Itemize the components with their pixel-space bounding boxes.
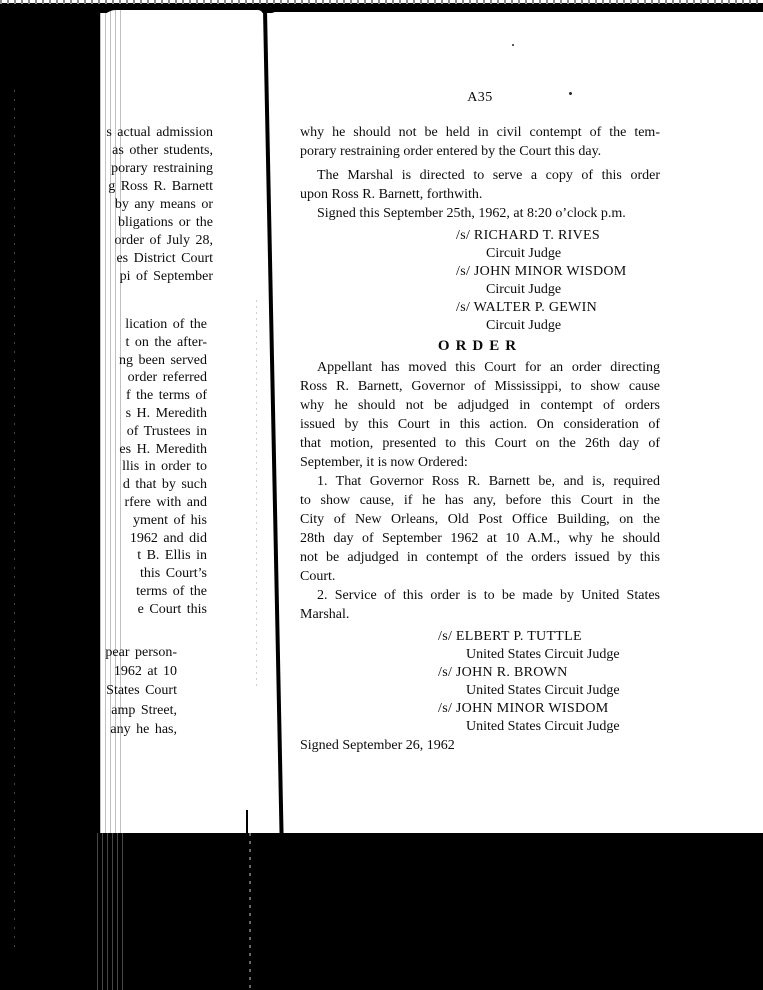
signature-entry	[300, 664, 660, 700]
left-page-line: llis in order to	[122, 459, 207, 475]
signature-title: Circuit Judge	[486, 282, 562, 297]
signature-block-bottom	[300, 628, 660, 736]
signature-entry	[300, 628, 660, 664]
signature-title: Circuit Judge	[486, 246, 562, 261]
left-page-line: amp Street,	[111, 702, 177, 718]
left-page-line: pear person-	[105, 645, 177, 660]
left-page-line: order of July 28,	[114, 233, 213, 248]
left-page-line: rfere with and	[124, 494, 207, 510]
left-page-line: t on the after-	[125, 334, 207, 350]
left-page-line: d that by such	[122, 477, 207, 493]
body-line: City of New Orleans, Old Post Office Building, on the	[300, 512, 660, 527]
body-line: The Marshal is directed to serve a copy of this order	[317, 168, 660, 183]
body-line: issued by this Court in this action. On consideration of	[300, 417, 660, 432]
paragraph-marshal	[300, 166, 660, 204]
left-page-line: t B. Ellis in	[137, 548, 207, 564]
signature-entry	[300, 700, 660, 736]
left-page	[100, 10, 263, 834]
order-heading: ORDER	[437, 338, 523, 354]
body-line: Court.	[300, 569, 336, 584]
body-line: 2. Service of this order is to be made by United States	[317, 588, 660, 603]
left-page-line: 1962 and did	[129, 530, 207, 546]
left-page-line: ng been served	[119, 352, 207, 368]
body-line: Ross R. Barnett, Governor of Mississippi, to show cause	[300, 379, 660, 394]
left-page-line: by any means or	[114, 197, 213, 212]
signature-name: /s/ WALTER P. GEWIN	[456, 300, 598, 315]
left-page-line: order referred	[127, 370, 207, 386]
left-page-line: of Trustees in	[126, 423, 207, 439]
paragraph-item-2	[300, 586, 660, 624]
signature-title: Circuit Judge	[486, 318, 562, 333]
body-line: porary restraining order entered by the Court this day.	[300, 144, 602, 159]
scan-strip-dotted-line	[14, 90, 15, 950]
body-line: that motion, presented to this Court on the 26th day of	[300, 436, 660, 451]
signature-name: /s/ ELBERT P. TUTTLE	[438, 629, 582, 644]
paragraph-item-1	[300, 472, 660, 586]
body-line: Signed this September 25th, 1962, at 8:20 o’clock p.m.	[317, 206, 626, 221]
body-line: why he should not be adjudged in contempt of orders	[300, 398, 660, 413]
scan-speck	[512, 44, 514, 46]
left-page-line: as other students,	[112, 143, 213, 158]
left-page-line: es H. Meredith	[119, 441, 207, 457]
signature-block-top	[300, 227, 660, 335]
body-line: why he should not be held in civil contempt of the tem-	[300, 125, 660, 140]
left-page-line: 1962 at 10	[113, 664, 177, 680]
signature-title: United States Circuit Judge	[466, 647, 620, 662]
page-number: A35	[467, 90, 493, 105]
right-page-content	[300, 12, 660, 755]
left-page-line: es District Court	[116, 251, 213, 266]
left-page-line: bligations or the	[118, 215, 213, 230]
left-page-line: e Court this	[137, 601, 207, 617]
signature-entry	[300, 263, 660, 299]
page-curve-shadow-line	[256, 300, 257, 690]
left-page-line: g Ross R. Barnett	[108, 179, 213, 194]
body-line: 1. That Governor Ross R. Barnett be, and is, required	[317, 474, 660, 489]
body-line: upon Ross R. Barnett, forthwith.	[300, 187, 483, 202]
signature-title: United States Circuit Judge	[466, 683, 620, 698]
body-line: to show cause, if he has any, before this Court in the	[300, 493, 660, 508]
left-page-line: porary restraining	[111, 161, 213, 176]
body-line: Appellant has moved this Court for an order directing	[317, 360, 660, 375]
left-page-line: f the terms of	[125, 388, 207, 404]
bottom-band-edge-streaks	[97, 833, 125, 990]
signature-name: /s/ JOHN MINOR WISDOM	[456, 264, 627, 279]
paragraph-signed	[300, 204, 660, 223]
paragraph-intro	[300, 123, 660, 161]
left-page-line: s actual admission	[106, 125, 213, 140]
signature-title: United States Circuit Judge	[466, 719, 620, 734]
left-page-line: any he has,	[110, 721, 177, 737]
footer-signed-line: Signed September 26, 1962	[300, 738, 455, 753]
right-page	[268, 12, 763, 834]
paragraph-order	[300, 358, 660, 472]
left-page-line: s H. Meredith	[125, 405, 207, 421]
left-page-line: terms of the	[136, 583, 207, 599]
left-page-line: this Court’s	[140, 566, 207, 582]
scan-top-dotted-edge	[0, 0, 763, 4]
signature-name: /s/ JOHN MINOR WISDOM	[438, 701, 609, 716]
bottom-band-spine-line	[249, 833, 251, 990]
signature-name: /s/ RICHARD T. RIVES	[456, 228, 600, 243]
body-line: 28th day of September 1962 at 10 A.M., why he should	[300, 531, 660, 546]
scan-speck	[569, 92, 572, 95]
body-line: September, it is now Ordered:	[300, 455, 468, 470]
gutter-edge-streaks	[100, 10, 124, 833]
left-page-line: yment of his	[133, 512, 207, 528]
left-page-line: pi of September	[119, 269, 213, 284]
signature-entry	[300, 227, 660, 263]
left-page-line: States Court	[106, 683, 177, 699]
body-line: Marshal.	[300, 607, 350, 622]
signature-entry	[300, 299, 660, 335]
signature-name: /s/ JOHN R. BROWN	[438, 665, 568, 680]
left-page-line: lication of the	[125, 317, 207, 332]
body-line: not be adjudged in contempt of the orders issued by this	[300, 550, 660, 565]
